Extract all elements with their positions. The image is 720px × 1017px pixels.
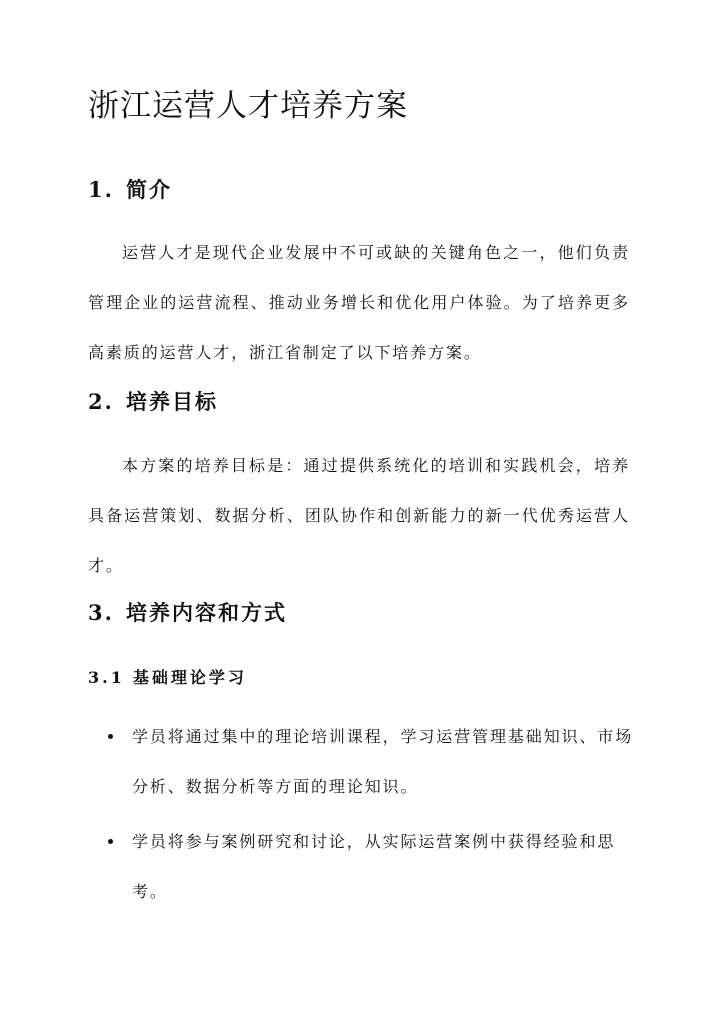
section-3-title: 培养内容和方式 — [126, 600, 287, 625]
bullet-dot-icon — [108, 734, 113, 739]
list-item — [108, 712, 638, 812]
section-1-number: 1. — [88, 177, 114, 202]
list-item-text: 学员将通过集中的理论培训课程，学习运营管理基础知识、市场分析、数据分析等方面的理论知识。 — [132, 727, 634, 796]
list-item — [108, 817, 638, 917]
list-item-text: 学员将参与案例研究和讨论，从实际运营案例中获得经验和思考。 — [132, 832, 616, 901]
section-2-heading — [88, 387, 218, 417]
section-2-title: 培养目标 — [126, 389, 218, 414]
section-3-heading — [88, 598, 287, 628]
subsection-3-1-number: 3.1 — [88, 668, 125, 687]
subsection-3-1-title: 基础理论学习 — [132, 668, 247, 687]
document-title: 浙江运营人才培养方案 — [88, 88, 408, 124]
bullet-dot-icon — [108, 839, 113, 844]
section-2-number: 2. — [88, 389, 114, 414]
section-1-title: 简介 — [126, 177, 172, 202]
section-3-number: 3. — [88, 600, 114, 625]
subsection-3-1-bullet-list — [108, 712, 638, 922]
subsection-3-1-heading — [88, 666, 247, 690]
section-1-heading — [88, 175, 172, 205]
section-2-paragraph: 本方案的培养目标是：通过提供系统化的培训和实践机会，培养具备运营策划、数据分析、团队协作和创新能力的新一代优秀运营人才。 — [88, 456, 630, 575]
section-1-paragraph: 运营人才是现代企业发展中不可或缺的关键角色之一，他们负责管理企业的运营流程、推动业务增长和优化用户体验。为了培养更多高素质的运营人才，浙江省制定了以下培养方案。 — [88, 243, 630, 362]
